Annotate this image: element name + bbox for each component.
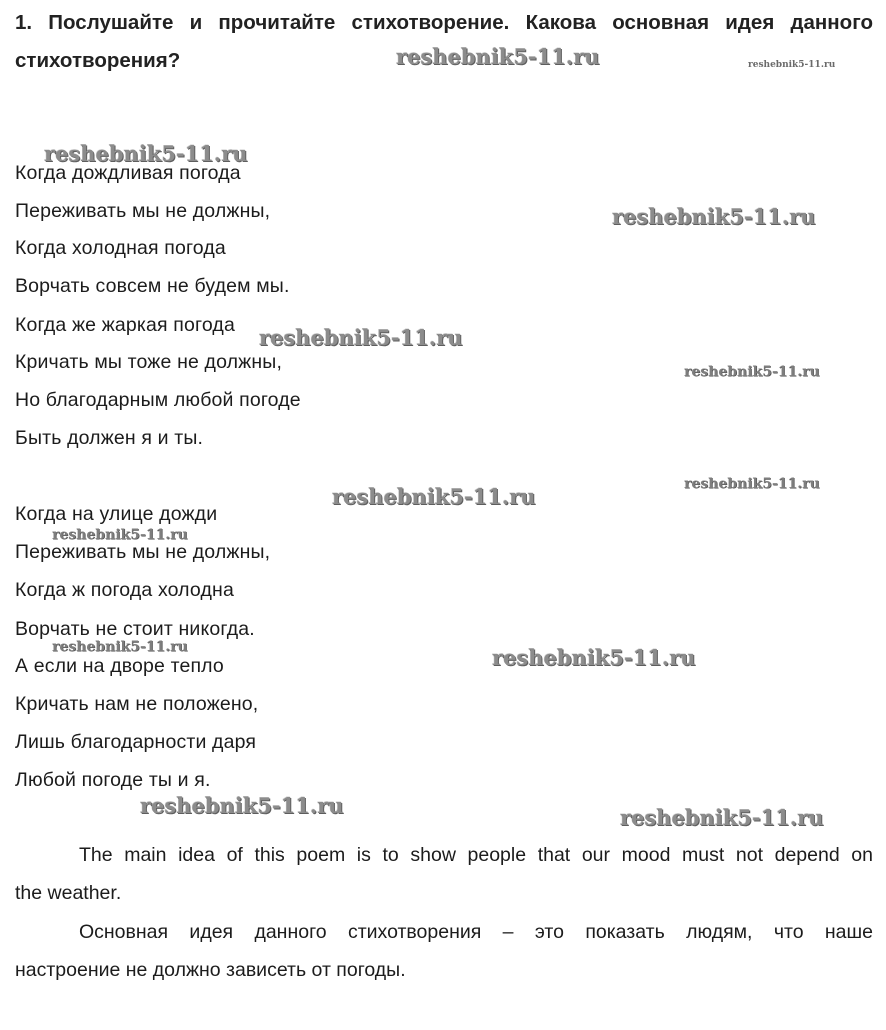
- answer-english-line-1: The main idea of this poem is to show people that our mood must not depend on: [79, 844, 873, 866]
- watermark: reshebnik5-11.ru: [684, 476, 820, 492]
- poem-line: Любой погоде ты и я.: [15, 769, 211, 791]
- poem-line: Когда холодная погода: [15, 237, 226, 259]
- watermark: reshebnik5-11.ru: [748, 60, 836, 70]
- watermark: reshebnik5-11.ru: [684, 364, 820, 380]
- answer-russian-line-2: настроение не должно зависеть от погоды.: [15, 959, 406, 981]
- watermark: reshebnik5-11.ru: [396, 44, 600, 69]
- poem-line: А если на дворе тепло: [15, 655, 224, 677]
- poem-line: Переживать мы не должны,: [15, 541, 271, 563]
- poem-line: Когда на улице дожди: [15, 503, 218, 525]
- answer-russian: [15, 913, 873, 989]
- poem-line: Быть должен я и ты.: [15, 427, 204, 449]
- answer-russian-line-1: Основная идея данного стихотворения – это показать людям, что наше: [79, 921, 873, 943]
- poem-line: Когда же жаркая погода: [15, 314, 235, 336]
- watermark: reshebnik5-11.ru: [620, 805, 824, 830]
- poem-line: Кричать мы тоже не должны,: [15, 351, 283, 373]
- poem-line: Лишь благодарности даря: [15, 731, 257, 753]
- poem-line: Ворчать не стоит никогда.: [15, 618, 255, 640]
- poem-line: Но благодарным любой погоде: [15, 389, 301, 411]
- watermark: reshebnik5-11.ru: [52, 527, 188, 543]
- poem-line: Переживать мы не должны,: [15, 200, 271, 222]
- watermark: reshebnik5-11.ru: [44, 141, 248, 166]
- poem-line: Когда дождливая погода: [15, 162, 241, 184]
- watermark: reshebnik5-11.ru: [492, 645, 696, 670]
- question-line-1: 1. Послушайте и прочитайте стихотворение. Какова основная идея данного: [15, 11, 873, 34]
- watermark: reshebnik5-11.ru: [140, 793, 344, 818]
- poem-line: Ворчать совсем не будем мы.: [15, 275, 290, 297]
- watermark: reshebnik5-11.ru: [612, 204, 816, 229]
- question-line-2: стихотворения?: [15, 49, 181, 72]
- answer-english-line-2: the weather.: [15, 882, 122, 904]
- watermark: reshebnik5-11.ru: [52, 639, 188, 655]
- poem-line: Кричать нам не положено,: [15, 693, 259, 715]
- watermark: reshebnik5-11.ru: [332, 484, 536, 509]
- answer-english: [15, 836, 873, 912]
- watermark: reshebnik5-11.ru: [259, 325, 463, 350]
- poem-line: Когда ж погода холодна: [15, 579, 234, 601]
